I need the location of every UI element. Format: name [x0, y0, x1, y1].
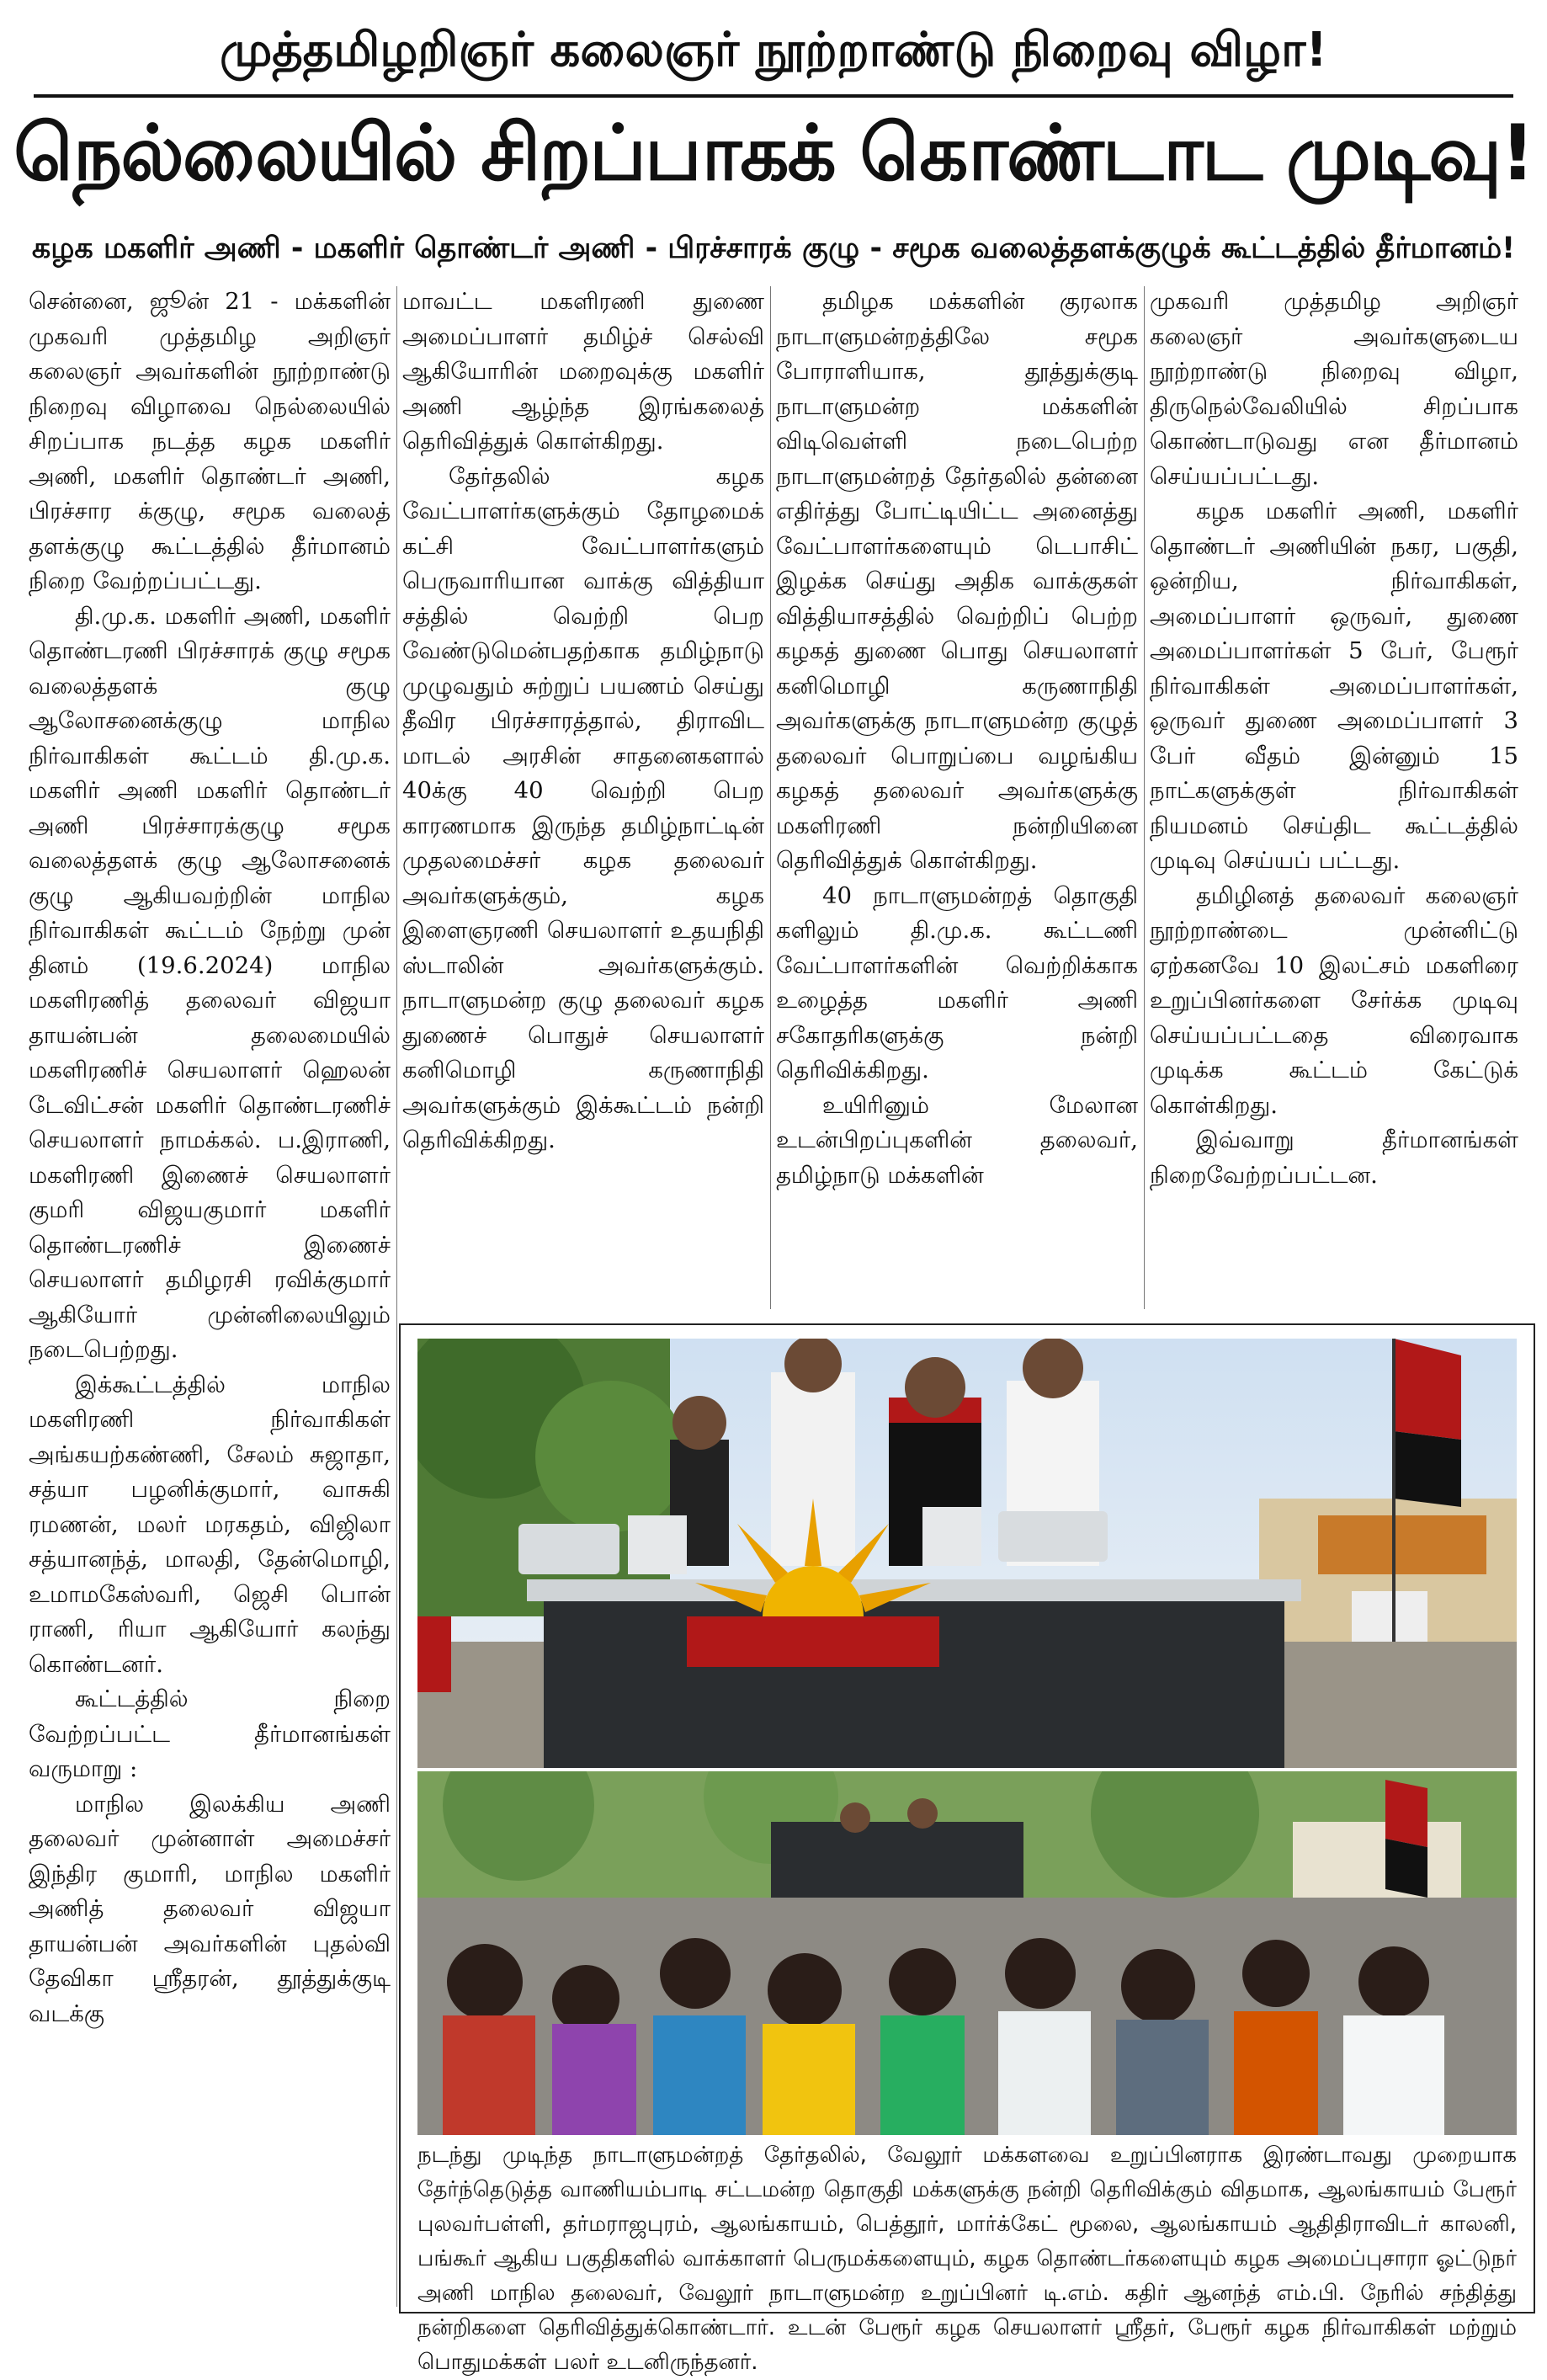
photo-caption: நடந்து முடிந்த நாடாளுமன்றத் தேர்தலில், வேலூர் மக்களவை உறுப்பினராக இரண்டாவது முறையாக தேர்ந்தெடுத்த வாணியம்பாடி சட்டமன்ற தொகுதி மக்களுக்கு நன்றி தெரிவிக்கும் விதமாக, ஆலங்காயம் பேரூர் புலவர்பள்ளி, தர்மராஜபுரம், ஆலங்காயம், பெத்தூர், மார்க்கேட் மூலை, ஆலங்காயம் ஆதிதிராவிடர் காலனி, பங்கூர் ஆகிய பகுதிகளில் வாக்காளர் பெருமக்களையும், கழக தொண்டர்களையும் கழக அமைப்புசாரா ஓட்டுநர் அணி மாநில தலைவர், வேலூர் நாடாளுமன்ற உறுப்பினர் டி.எம். கதிர் ஆனந்த் எம்.பி. நேரில் சந்தித்து நன்றிகளை தெரிவித்துக்கொண்டார். உடன் பேரூர் கழக செயலாளர் ஸ்ரீதர், பேரூர் கழக நிர்வாகிகள் மற்றும் பொதுமக்கள் பலர் உடனிருந்தனர்.	[417, 2143, 1517, 2375]
paragraph: தமிழக மக்களின் குரலாக நாடாளுமன்றத்திலே சமூக போராளியாக, தூத்துக்குடி நாடாளுமன்ற மக்களின் விடிவெள்ளி நடைபெற்ற நாடாளுமன்றத் தேர்தலில் தன்னை எதிர்த்து போட்டியிட்ட அனைத்து வேட்பாளர்களையும் டெபாசிட் இழக்க செய்து அதிக வாக்குகள் வித்தியாசத்தில் வெற்றிப் பெற்ற கழகத் துணை பொது செயலாளர் கனிமொழி கருணாநிதி அவர்களுக்கு நாடாளுமன்ற குழுத் தலைவர் பொறுப்பை வழங்கிய கழகத் தலைவர் அவர்களுக்கு மகளிரணி நன்றியினை தெரிவித்துக் கொள்கிறது.	[776, 288, 1138, 874]
paragraph: இக்கூட்டத்தில் மாநில மகளிரணி நிர்வாகிகள் அங்கயற்கண்ணி, சேலம் சுஜாதா, சத்யா பழனிக்குமார், வாசுகி ரமணன், மலர் மரகதம், விஜிலா சத்யானந்த், மாலதி, தேன்மொழி, உமாமகேஸ்வரி, ஜெசி பொன் ராணி, ரியா ஆகியோர் கலந்து கொண்டனர்.	[29, 1371, 391, 1678]
paragraph: உயிரினும் மேலான உடன்பிறப்புகளின் தலைவர், தமிழ்நாடு மக்களின்	[776, 1091, 1138, 1189]
article-column-4	[1150, 285, 1518, 1303]
campaign-vehicle-photo	[417, 1339, 1517, 1768]
paragraph: 40 நாடாளுமன்றத் தொகுதி களிலும் தி.மு.க. கூட்டணி வேட்பாளர்களின் வெற்றிக்காக உழைத்த மகளிர் அணி சகோதரிகளுக்கு நன்றி தெரிவிக்கிறது.	[776, 881, 1138, 1084]
headline	[8, 99, 1539, 217]
column-rule	[396, 286, 397, 2307]
paragraph: கழக மகளிர் அணி, மகளிர் தொண்டர் அணியின் நகர, பகுதி, ஒன்றிய, நிர்வாகிகள், அமைப்பாளர் ஒருவர், துணை அமைப்பாளர்கள் 5 பேர், பேரூர் நிர்வாகிகள் அமைப்பாளர்கள், ஒருவர் துணை அமைப்பாளர் 3 பேர் வீதம் இன்னும் 15 நாட்களுக்குள் நிர்வாகிகள் நியமனம் செய்திட கூட்டத்தில் முடிவு செய்யப் பட்டது.	[1150, 498, 1518, 874]
kicker-text: முத்தமிழறிஞர் கலைஞர் நூற்றாண்டு நிறைவு விழா!	[220, 23, 1327, 77]
paragraph: கூட்டத்தில் நிறை வேற்றப்பட்ட தீர்மானங்கள் வருமாறு :	[29, 1685, 391, 1782]
paragraph: தி.மு.க. மகளிர் அணி, மகளிர் தொண்டரணி பிரச்சாரக் குழு சமூக வலைத்தளக் குழு ஆலோசனைக்குழு மாநில நிர்வாகிகள் கூட்டம் தி.மு.க. மகளிர் அணி மகளிர் தொண்டர் அணி பிரச்சாரக்குழு சமூக வலைத்தளக் குழு ஆலோசனைக் குழு ஆகியவற்றின் மாநில நிர்வாகிகள் கூட்டம் நேற்று முன் தினம் (19.6.2024) மாநில மகளிரணித் தலைவர் விஜயா தாயன்பன் தலைமையில் மகளிரணிச் செயலாளர் ஹெலன் டேவிட்சன் மகளிர் தொண்டரணிச் செயலாளர் நாமக்கல். ப.இராணி, மகளிரணி இணைச் செயலாளர் குமரி விஜயகுமார் மகளிர் தொண்டரணிச் இணைச் செயலாளர் தமிழரசி ரவிக்குமார் ஆகியோர் முன்னிலையிலும் நடைபெற்றது.	[29, 602, 391, 1363]
subheadline	[8, 221, 1539, 280]
paragraph: தேர்தலில் கழக வேட்பாளர்களுக்கும் தோழமைக் கட்சி வேட்பாளர்களும் பெருவாரியான வாக்கு வித்தியா சத்தில் வெற்றி பெற வேண்டுமென்பதற்காக தமிழ்நாடு முழுவதும் சுற்றுப் பயணம் செய்து தீவிர பிரச்சாரத்தால், திராவிட மாடல் அரசின் சாதனைகளால் 40க்கு 40 வெற்றி பெற காரணமாக இருந்த தமிழ்நாட்டின் முதலமைச்சர் கழக தலைவர் அவர்களுக்கும், கழக இளைஞரணி செயலாளர் உதயநிதி ஸ்டாலின் அவர்களுக்கும். நாடாளுமன்ற குழு தலைவர் கழக துணைச் பொதுச் செயலாளர் கனிமொழி கருணாநிதி அவர்களுக்கும் இக்கூட்டம் நன்றி தெரிவிக்கிறது.	[402, 462, 764, 1153]
article-column-1	[29, 285, 391, 2305]
column-rule	[770, 286, 771, 1309]
article-column-3	[776, 285, 1138, 1303]
crowd-photo	[417, 1771, 1517, 2135]
paragraph: முகவரி முத்தமிழ அறிஞர் கலைஞர் அவர்களுடைய நூற்றாண்டு நிறைவு விழா, திருநெல்வேலியில் சிறப்பாக கொண்டாடுவது என தீர்மானம் செய்யப்பட்டது.	[1150, 288, 1518, 490]
paragraph: தமிழினத் தலைவர் கலைஞர் நூற்றாண்டை முன்னிட்டு ஏற்கனவே 10 இலட்சம் மகளிரை உறுப்பினர்களை சேர்க்க முடிவு செய்யப்பட்டதை விரைவாக முடிக்க கூட்டம் கேட்டுக் கொள்கிறது.	[1150, 881, 1518, 1119]
subheadline-text: கழக மகளிர் அணி - மகளிர் தொண்டர் அணி - பிரச்சாரக் குழு - சமூக வலைத்தளக்குழுக் கூட்டத்தில் தீர்மானம்!	[31, 232, 1516, 265]
photo-box	[399, 1323, 1535, 2375]
headline-text: நெல்லையில் சிறப்பாகக் கொண்டாட முடிவு!	[13, 109, 1534, 198]
article-column-2	[402, 285, 764, 1303]
kicker-banner	[34, 12, 1513, 98]
paragraph: மாவட்ட மகளிரணி துணை அமைப்பாளர் தமிழ்ச் செல்வி ஆகியோரின் மறைவுக்கு மகளிர் அணி ஆழ்ந்த இரங்கலைத் தெரிவித்துக் கொள்கிறது.	[402, 288, 764, 455]
column-rule	[1144, 286, 1145, 1309]
paragraph: மாநில இலக்கிய அணி தலைவர் முன்னாள் அமைச்சர் இந்திர குமாரி, மாநில மகளிர் அணித் தலைவர் விஜயா தாயன்பன் அவர்களின் புதல்வி தேவிகா ஸ்ரீதரன், தூத்துக்குடி வடக்கு	[29, 1790, 391, 2027]
paragraph: சென்னை, ஜூன் 21 - மக்களின் முகவரி முத்தமிழ அறிஞர் கலைஞர் அவர்களின் நூற்றாண்டு நிறைவு விழாவை நெல்லையில் சிறப்பாக நடத்த கழக மகளிர் அணி, மகளிர் தொண்டர் அணி, பிரச்சார க்குழு, சமூக வலைத் தளக்குழு கூட்டத்தில் தீர்மானம் நிறை வேற்றப்பட்டது.	[29, 288, 391, 594]
paragraph: இவ்வாறு தீர்மானங்கள் நிறைவேற்றப்பட்டன.	[1150, 1126, 1518, 1189]
